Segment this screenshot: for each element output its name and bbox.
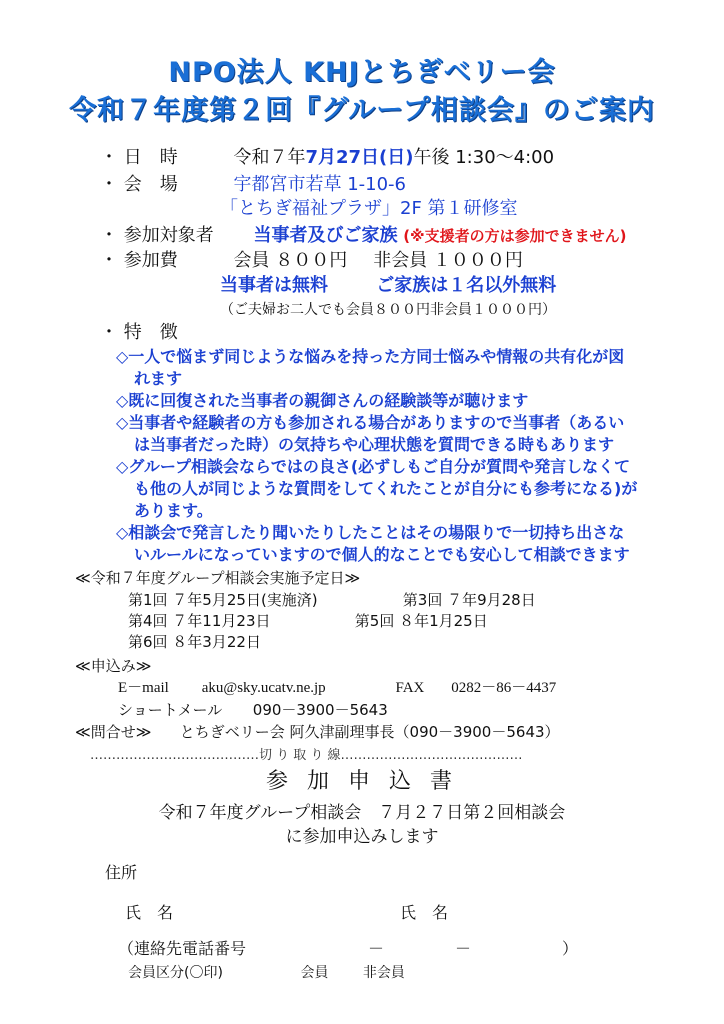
venue-label: 会 場 bbox=[123, 174, 178, 195]
fee-member: 会員 ８００円 bbox=[233, 250, 348, 271]
date-time: 午後 1:30～4:00 bbox=[413, 147, 555, 168]
fee-free-family: ご家族は１名以外無料 bbox=[376, 275, 557, 296]
fee-nonmember: 非会員 １０００円 bbox=[373, 250, 523, 271]
member-class-row bbox=[128, 962, 405, 982]
date-row bbox=[100, 147, 554, 169]
sms-label: ショートメール bbox=[118, 701, 223, 719]
form-line2: に参加申込みします bbox=[285, 827, 439, 847]
apply-email-row bbox=[118, 678, 556, 698]
date-highlight: 7月27日(日) bbox=[305, 147, 414, 168]
feature-item bbox=[116, 522, 676, 566]
apply-heading: ≪申込み≫ bbox=[75, 657, 152, 675]
feature-text-cont: れます bbox=[134, 369, 183, 388]
schedule-session: 第6回 ８年3月22日 bbox=[128, 633, 261, 651]
schedule-session: 第3回 ７年9月28日 bbox=[402, 591, 536, 609]
fee-free-row bbox=[220, 275, 556, 297]
feature-text: ◇グループ相談会ならではの良さ(必ずしもご自分が質問や発言しなくて bbox=[116, 457, 631, 476]
name-label-2: 氏 名 bbox=[400, 903, 449, 922]
inquiry-heading: ≪問合せ≫ bbox=[75, 723, 152, 741]
fax-label: FAX bbox=[395, 680, 425, 696]
inquiry-value: とちぎベリー会 阿久津副理事長（090－3900－5643） bbox=[179, 723, 560, 741]
phone-label: （連絡先電話番号 bbox=[118, 939, 247, 958]
member-class-label: 会員区分(〇印) bbox=[128, 965, 223, 981]
fax-number: 0282－86－4437 bbox=[451, 680, 557, 696]
feature-item bbox=[116, 456, 676, 522]
member-option[interactable]: 会員 bbox=[300, 965, 329, 981]
flyer-title-org: NPO法人 KHJとちぎベリー会 bbox=[168, 57, 556, 88]
features-label: 特 徴 bbox=[123, 322, 178, 343]
feature-item bbox=[116, 412, 676, 456]
form-line1: 令和７年度グループ相談会 ７月２７日第２回相談会 bbox=[158, 803, 566, 823]
schedule-row bbox=[128, 590, 536, 610]
address-label: 住所 bbox=[105, 863, 138, 882]
cut-line: …………………………………切 り 取 り 線…………………………………… bbox=[90, 748, 523, 763]
bullet: ・ bbox=[100, 250, 118, 271]
schedule-session: 第5回 ８年1月25日 bbox=[354, 612, 488, 630]
name-label-1: 氏 名 bbox=[125, 903, 174, 922]
feature-text: ◇当事者や経験者の方も参加される場合がありますので当事者（あるい bbox=[116, 413, 625, 432]
venue-building: 「とちぎ福祉プラザ」2F 第１研修室 bbox=[220, 198, 518, 219]
bullet: ・ bbox=[100, 225, 118, 246]
venue-row bbox=[100, 174, 406, 196]
bullet: ・ bbox=[100, 174, 118, 195]
feature-text: ◇一人で悩まず同じような悩みを持った方同士悩みや情報の共有化が図 bbox=[116, 347, 625, 366]
target-label: 参加対象者 bbox=[123, 225, 214, 246]
target-row bbox=[100, 225, 627, 247]
target-note: (※支援者の方は参加できません) bbox=[403, 227, 627, 245]
feature-text-cont: あります。 bbox=[134, 501, 213, 520]
date-label: 日 時 bbox=[123, 147, 178, 168]
bullet: ・ bbox=[100, 322, 118, 343]
feature-text-cont: は当事者だった時）の気持ちや心理状態を質問できる時もあります bbox=[134, 435, 615, 454]
feature-text-cont: いルールになっていますので個人的なことでも安心して相談できます bbox=[134, 545, 630, 564]
features-row bbox=[100, 322, 178, 344]
features-list bbox=[116, 346, 676, 566]
email-label: E－mail bbox=[118, 680, 169, 696]
schedule-session: 第4回 ７年11月23日 bbox=[128, 612, 271, 630]
phone-dash-2: － bbox=[455, 939, 472, 958]
venue-address: 宇都宮市若草 1-10-6 bbox=[233, 174, 406, 195]
schedule-row bbox=[128, 611, 488, 631]
target-value: 当事者及びご家族 bbox=[253, 225, 398, 246]
inquiry-row bbox=[75, 722, 560, 742]
phone-close: ） bbox=[562, 939, 579, 958]
feature-text: ◇既に回復された当事者の親御さんの経験談等が聴けます bbox=[116, 391, 529, 410]
schedule-session: 第1回 ７年5月25日(実施済) bbox=[128, 591, 318, 609]
feature-text-cont: も他の人が同じような質問をしてくれたことが自分にも参考になる)が bbox=[134, 479, 638, 498]
fee-couple-note: （ご夫婦お二人でも会員８００円非会員１０００円） bbox=[220, 302, 556, 318]
email-address[interactable]: aku@sky.ucatv.ne.jp bbox=[201, 680, 326, 696]
form-title: 参 加 申 込 書 bbox=[266, 769, 458, 794]
sms-number: 090－3900－5643 bbox=[252, 701, 388, 719]
schedule-heading: ≪令和７年度グループ相談会実施予定日≫ bbox=[75, 569, 361, 587]
apply-sms-row bbox=[118, 700, 388, 720]
feature-text: ◇相談会で発言したり聞いたりしたことはその場限りで一切持ち出さな bbox=[116, 523, 625, 542]
date-prefix: 令和７年 bbox=[233, 147, 306, 168]
nonmember-option[interactable]: 非会員 bbox=[362, 965, 405, 981]
fee-row bbox=[100, 250, 523, 272]
feature-item bbox=[116, 346, 676, 390]
feature-item bbox=[116, 390, 676, 412]
fee-free-self: 当事者は無料 bbox=[220, 275, 328, 296]
fee-label: 参加費 bbox=[123, 250, 178, 271]
flyer-title-event: 令和７年度第２回『グループ相談会』のご案内 bbox=[69, 95, 655, 126]
phone-dash-1: － bbox=[368, 939, 385, 958]
bullet: ・ bbox=[100, 147, 118, 168]
